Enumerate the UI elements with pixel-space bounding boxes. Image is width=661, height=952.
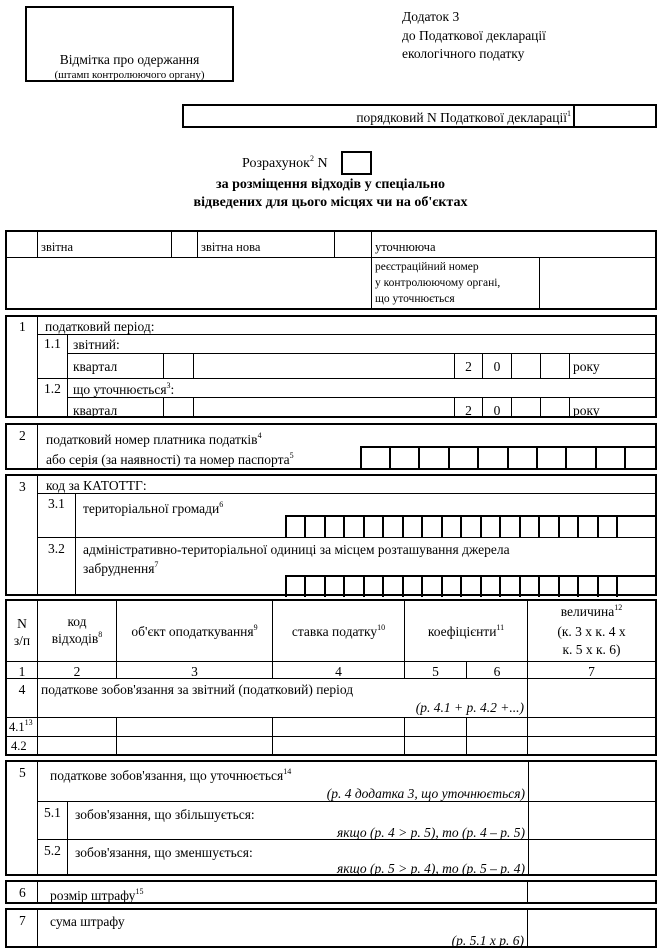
year-digit[interactable]: 2: [454, 398, 482, 416]
reg-number-label-3: що уточнюється: [375, 293, 455, 305]
cell[interactable]: [116, 737, 272, 754]
year-digit[interactable]: 0: [482, 398, 511, 416]
section-5: 5 податкове зобов'язання, що уточнюється$^{14}$ (р. 4 додатка 3, що уточнюється) 5.1 зобов'язання, що збільшується: якщо (р. 4 > р. 5), то (р. 4 – р. 5) 5.2 зобов'язання, що зменшується: якщо (р. 5 > р. 4), то (р. 5 – р. 4): [5, 760, 657, 876]
quarter-label: квартал: [73, 403, 118, 418]
year-digit[interactable]: 2: [454, 354, 482, 378]
section-5-2-formula: якщо (р. 5 > р. 4), то (р. 5 – р. 4): [336, 861, 525, 876]
header-tax-rate: ставка податку$^{10}$: [291, 623, 386, 639]
row-4-value[interactable]: [527, 679, 655, 717]
cell[interactable]: [37, 737, 116, 754]
year-label: року: [573, 403, 600, 418]
section-1-2-num: 1.2: [44, 381, 61, 396]
section-5-1-label: зобов'язання, що збільшується:: [75, 807, 255, 822]
row-4-formula: (р. 4.1 + р. 4.2 +...): [415, 700, 524, 715]
header-amount-formula-2: к. 5 х к. 6): [562, 642, 621, 657]
section-5-label: податкове зобов'язання, що уточнюється$^{14}$: [50, 767, 292, 783]
declaration-number-input[interactable]: [573, 106, 655, 126]
section-2-label-2: або серія (за наявності) та номер паспорта$^5$: [46, 451, 294, 467]
checkbox-utochnyuyucha[interactable]: [334, 232, 371, 257]
cell[interactable]: [272, 718, 404, 736]
header-amount: величина$^{12}$: [560, 603, 623, 619]
section-5-2-value[interactable]: [528, 839, 655, 874]
year-digit[interactable]: [511, 398, 540, 416]
annex-line-1: Додаток 3: [402, 9, 460, 24]
report-type-zvitna-nova: звітна нова: [201, 240, 261, 254]
section-6-value[interactable]: [527, 882, 655, 902]
cell[interactable]: [404, 718, 466, 736]
section-5-1-formula: якщо (р. 4 > р. 5), то (р. 4 – р. 5): [336, 825, 525, 840]
cell[interactable]: [37, 718, 116, 736]
cell[interactable]: [527, 718, 655, 736]
section-6: 6 розмір штрафу$^{15}$: [5, 880, 657, 904]
year-digit[interactable]: 0: [482, 354, 511, 378]
report-type-utochnyuyucha: уточнююча: [375, 240, 436, 254]
section-6-label: розмір штрафу$^{15}$: [50, 887, 144, 903]
section-3-1-num: 3.1: [48, 496, 65, 511]
cell[interactable]: [272, 737, 404, 754]
row-4: 4 податкове зобов'язання за звітний (податковий) період (р. 4.1 + р. 4.2 +...): [7, 679, 655, 718]
reg-number-label-1: реєстраційний номер: [375, 261, 479, 273]
section-2-num: 2: [19, 428, 26, 443]
section-1-label: податковий період:: [45, 319, 155, 334]
section-7-value[interactable]: [527, 910, 655, 946]
calculation-table: [5, 599, 657, 756]
annex-line-3: екологічного податку: [402, 46, 525, 61]
section-1-num: 1: [19, 319, 26, 334]
section-3-label: код за КАТОТТГ:: [46, 478, 147, 493]
stamp-subtitle: (штамп контролюючого органу): [54, 69, 205, 81]
administrative-unit-code-boxes[interactable]: [285, 575, 655, 597]
calculation-title-1: за розміщення відходів у спеціально: [215, 177, 446, 192]
section-7-label: сума штрафу: [50, 914, 125, 929]
cell[interactable]: [116, 718, 272, 736]
quarter-input[interactable]: [163, 354, 193, 378]
section-7: 7 сума штрафу (р. 5.1 х р. 6): [5, 908, 657, 948]
stamp-title: Відмітка про одержання: [59, 52, 200, 67]
section-3-1-label: територіальної громади$^6$: [83, 500, 224, 516]
cell[interactable]: [527, 737, 655, 754]
taxpayer-number-boxes[interactable]: [360, 446, 655, 470]
section-3-2-num: 3.2: [48, 541, 65, 556]
section-2: [5, 423, 657, 470]
row-4-2: 4.2: [7, 737, 655, 754]
header-waste-code: код відходів$^8$: [51, 614, 103, 646]
territorial-community-code-boxes[interactable]: [285, 515, 655, 538]
section-7-formula: (р. 5.1 х р. 6): [451, 933, 524, 948]
section-1-1-num: 1.1: [44, 336, 61, 351]
column-numbers-row: 1 2 3 4 5 6 7: [7, 662, 655, 679]
row-4-label: податкове зобов'язання за звітний (податковий) період: [41, 682, 354, 697]
report-type-zvitna: звітна: [41, 240, 74, 254]
reg-number-label-2: у контролюючому органі,: [375, 277, 501, 289]
checkbox-zvitna-nova[interactable]: [171, 232, 197, 257]
section-3-2-label-2: забруднення$^7$: [83, 560, 159, 576]
calculation-label: Розрахунок$^2$ N: [242, 154, 328, 171]
section-5-2-label: зобов'язання, що зменшується:: [75, 845, 253, 860]
cell[interactable]: [466, 718, 527, 736]
header-amount-formula-1: (к. 3 х к. 4 х: [557, 624, 626, 639]
annex-line-2: до Податкової декларації: [402, 28, 546, 43]
stamp-box: [25, 6, 234, 82]
section-2-label-1: податковий номер платника податків$^4$: [46, 431, 262, 447]
section-5-num: 5: [19, 765, 26, 780]
cell[interactable]: [404, 737, 466, 754]
year-digit[interactable]: [511, 354, 540, 378]
section-3: [5, 474, 657, 596]
section-5-1-value[interactable]: [528, 801, 655, 839]
year-digit[interactable]: [540, 354, 569, 378]
checkbox-zvitna[interactable]: [7, 232, 37, 257]
section-1: [5, 315, 657, 418]
declaration-number-label: порядковий N Податкової декларації$^1$: [356, 109, 571, 125]
report-type-table: [5, 230, 657, 310]
section-5-value[interactable]: [528, 762, 655, 801]
reg-number-input[interactable]: [539, 258, 655, 308]
section-1-1-label: звітний:: [73, 337, 120, 352]
section-1-2-label: що уточнюється$^3$:: [73, 381, 175, 397]
section-3-num: 3: [19, 479, 26, 494]
header-n: N з/п: [13, 616, 31, 648]
section-5-formula: (р. 4 додатка 3, що уточнюється): [326, 786, 525, 801]
section-3-2-label-1: адміністративно-територіальної одиниці за місцем розташування джерела: [83, 542, 510, 557]
calculation-title-2: відведених для цього місцях чи на об'єктах: [193, 195, 468, 210]
row-4-1: $4.1^{13}$: [7, 718, 655, 737]
year-digit[interactable]: [540, 398, 569, 416]
declaration-number-row: [182, 104, 657, 128]
header-coefficients: коефіцієнти$^{11}$: [427, 623, 505, 639]
quarter-label: квартал: [73, 359, 118, 374]
year-label: року: [573, 359, 600, 374]
cell[interactable]: [466, 737, 527, 754]
header-tax-object: об'єкт оподаткування$^9$: [131, 623, 258, 639]
quarter-input[interactable]: [163, 398, 193, 416]
calculation-number-input[interactable]: [341, 151, 372, 175]
